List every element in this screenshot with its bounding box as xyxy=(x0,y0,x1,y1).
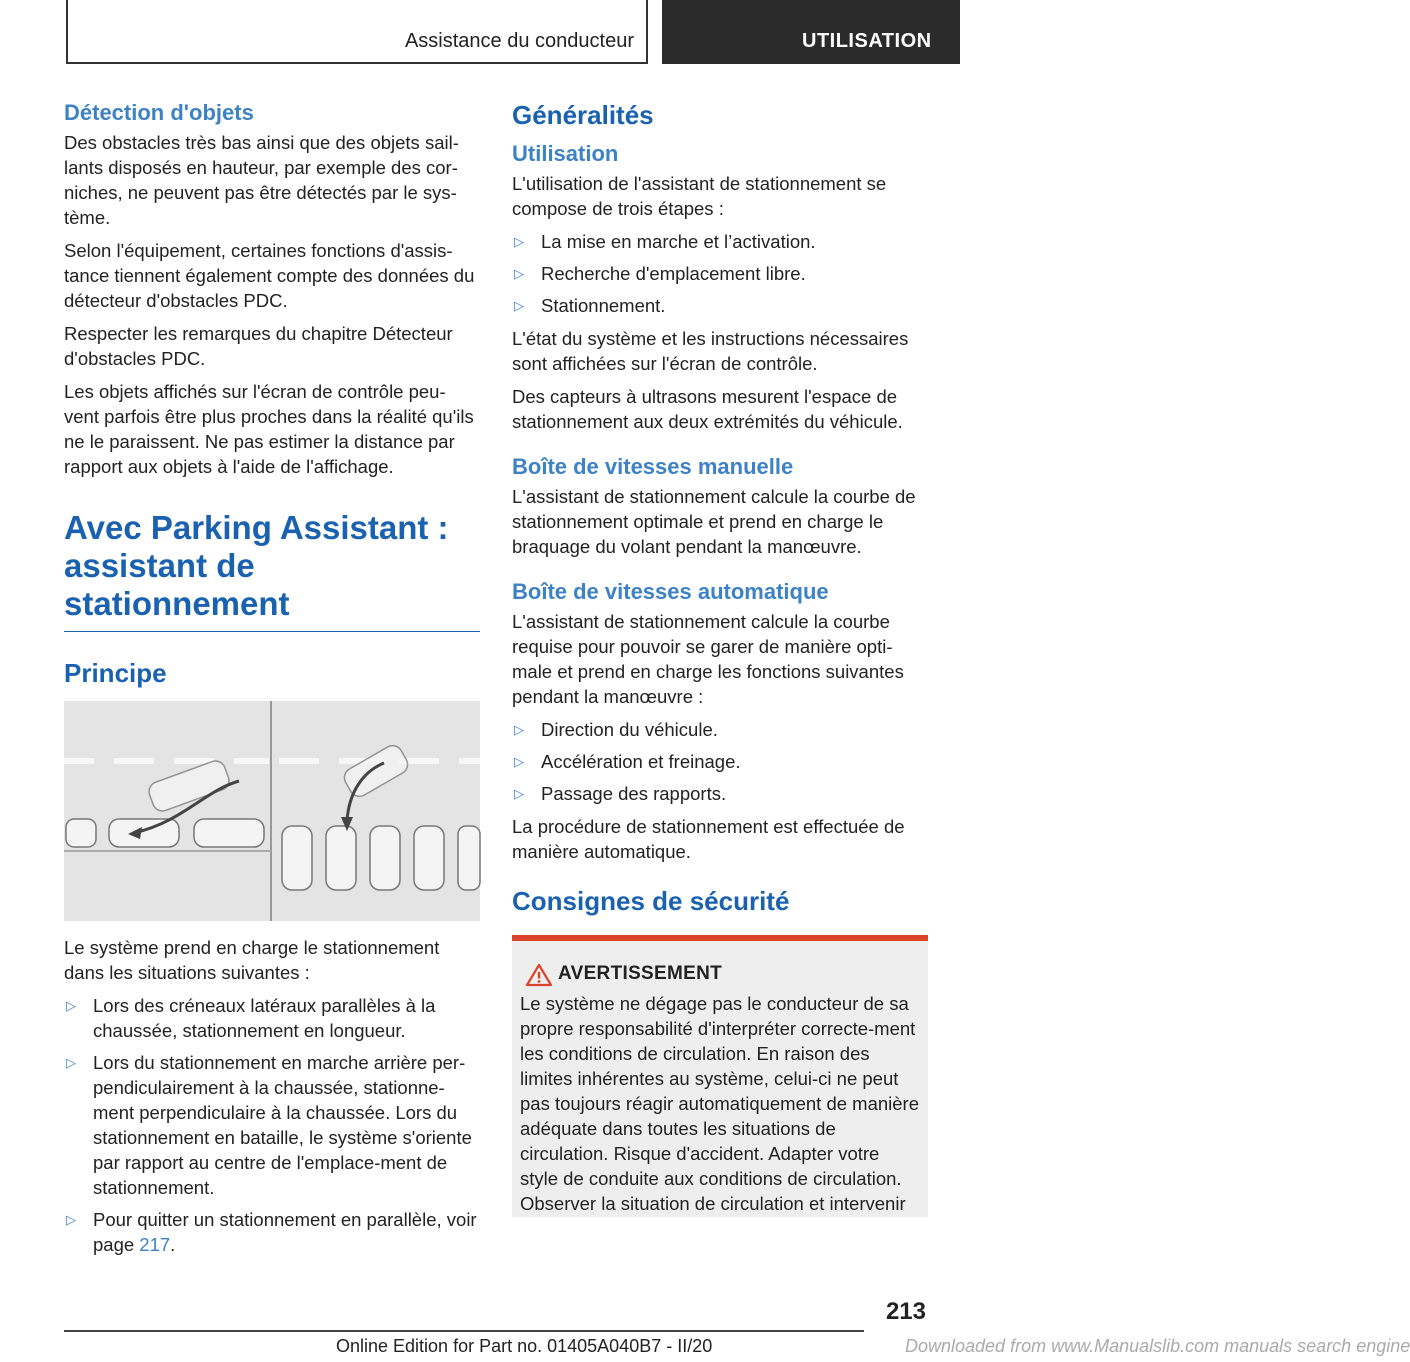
right-column xyxy=(512,100,928,1217)
manuelle-paragraph: L'assistant de stationnement calcule la courbe de stationnement optimale et prend en charge le braquage du volant pendant la manœuvre. xyxy=(512,486,916,557)
parking-diagram-svg xyxy=(64,701,480,921)
list-item: ▷ Accélération et freinage. xyxy=(514,751,741,772)
triangle-bullet-icon: ▷ xyxy=(66,1212,76,1227)
list-item: ▷ Pour quitter un stationnement en parallèle, voir page 217. xyxy=(66,1209,477,1255)
list-item: ▷ La mise en marche et l’activation. xyxy=(514,231,816,252)
triangle-bullet-icon: ▷ xyxy=(66,998,76,1013)
utilisation-list xyxy=(512,229,928,318)
detection-heading: Détection d'objets xyxy=(64,100,254,125)
triangle-bullet-icon: ▷ xyxy=(514,786,524,801)
automatique-paragraph-2: La procédure de stationnement est effectuée de manière automatique. xyxy=(512,816,905,862)
utilisation-intro: L'utilisation de l'assistant de stationnement se compose de trois étapes : xyxy=(512,173,887,219)
header-chapter-title: UTILISATION xyxy=(802,30,932,52)
warning-triangle-icon xyxy=(526,963,552,987)
list-item: ▷ Direction du véhicule. xyxy=(514,719,718,740)
footer-edition: Online Edition for Part no. 01405A040B7 - II/20 xyxy=(336,1336,713,1356)
triangle-bullet-icon: ▷ xyxy=(514,234,524,249)
triangle-bullet-icon: ▷ xyxy=(514,266,524,281)
principe-intro: Le système prend en charge le stationnement dans les situations suivantes : xyxy=(64,937,440,983)
triangle-bullet-icon: ▷ xyxy=(514,754,524,769)
securite-heading: Consignes de sécurité xyxy=(512,886,790,916)
principe-list xyxy=(64,993,480,1257)
list-item: ▷ Stationnement. xyxy=(514,295,666,316)
list-item: ▷ Recherche d'emplacement libre. xyxy=(514,263,806,284)
automatique-paragraph: L'assistant de stationnement calcule la courbe requise pour pouvoir se garer de manière opti-male et prend en charge les fonctions suivantes pendant la manœuvre : xyxy=(512,611,904,707)
triangle-bullet-icon: ▷ xyxy=(66,1055,76,1070)
warning-box xyxy=(512,935,928,1217)
detection-paragraph-3: Respecter les remarques du chapitre Détecteur d'obstacles PDC. xyxy=(64,323,453,369)
footer-watermark: Downloaded from www.Manualslib.com manuals search engine xyxy=(905,1336,1410,1356)
utilisation-paragraph-2: L'état du système et les instructions nécessaires sont affichées sur l'écran de contrôle. xyxy=(512,328,909,374)
list-item: ▷ Lors du stationnement en marche arrière per-pendiculairement à la chaussée, stationne-ment perpendiculaire à la chaussée. Lors du stationnement en bataille, le système s'oriente par rapport au centre de l'emplace-ment de stationnement. xyxy=(66,1052,472,1198)
list-item: ▷ Lors des créneaux latéraux parallèles à la chaussée, stationnement en longueur. xyxy=(66,995,436,1041)
page-link-217[interactable]: 217 xyxy=(139,1234,171,1255)
triangle-bullet-icon: ▷ xyxy=(514,722,524,737)
manuelle-heading: Boîte de vitesses manuelle xyxy=(512,454,794,479)
principe-heading: Principe xyxy=(64,658,167,688)
header-chapter-box xyxy=(662,0,960,64)
generalites-heading: Généralités xyxy=(512,100,654,130)
left-column xyxy=(64,100,480,1265)
footer-divider xyxy=(64,1330,864,1332)
utilisation-paragraph-3: Des capteurs à ultrasons mesurent l'espace de stationnement aux deux extrémités du véhicule. xyxy=(512,386,903,432)
parking-illustration xyxy=(64,701,480,921)
main-section-heading: Avec Parking Assistant : assistant de stationnement xyxy=(64,509,480,632)
list-item: ▷ Passage des rapports. xyxy=(514,783,727,804)
detection-paragraph-4: Les objets affichés sur l'écran de contrôle peu-vent parfois être plus proches dans la réalité qu'ils ne le paraissent. Ne pas estimer la distance par rapport aux objets à l'aide de l'affichage. xyxy=(64,381,474,477)
warning-title: AVERTISSEMENT xyxy=(558,963,723,984)
warning-text: Le système ne dégage pas le conducteur de sa propre responsabilité d'interpréter correcte-ment les conditions de circulation. En raison des limites inhérentes au système, celui-ci ne peut pas toujours réagir automatiquement de manière adéquate dans toutes les situations de circulation. Risque d'accident. Adapter votre style de conduite aux conditions de circulation. Observer la situation de circulation et intervenir xyxy=(520,993,920,1214)
utilisation-heading: Utilisation xyxy=(512,141,619,166)
detection-paragraph-2: Selon l'équipement, certaines fonctions d'assis-tance tiennent également compte des données du détecteur d'obstacles PDC. xyxy=(64,240,475,311)
automatique-list xyxy=(512,717,928,806)
header-section-box xyxy=(66,0,648,64)
detection-paragraph-1: Des obstacles très bas ainsi que des objets sail-lants disposés en hauteur, par exemple des cor-niches, ne peuvent pas être détectés par le sys-tème. xyxy=(64,132,459,228)
triangle-bullet-icon: ▷ xyxy=(514,298,524,313)
page-number: 213 xyxy=(885,1298,926,1325)
automatique-heading: Boîte de vitesses automatique xyxy=(512,579,829,604)
header-section-title: Assistance du conducteur xyxy=(404,30,634,52)
